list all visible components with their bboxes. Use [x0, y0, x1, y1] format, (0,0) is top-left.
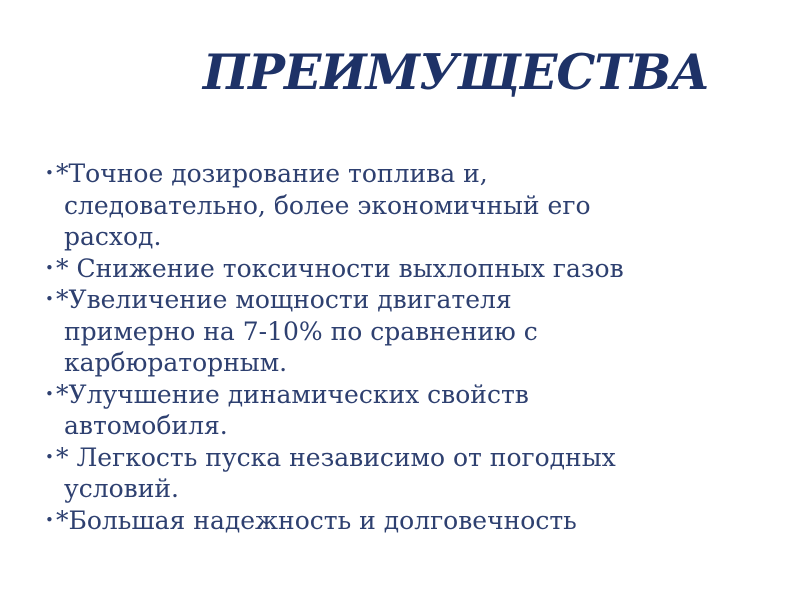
bullet-list [45, 158, 685, 536]
bullet-line: примерно на 7-10% по сравнению с [64, 316, 538, 346]
bullet-line: *Улучшение динамических свойств [56, 379, 529, 409]
bullet-marker: • [45, 290, 54, 308]
bullet-line: *Увеличение мощности двигателя [56, 285, 512, 314]
bullet-marker: • [45, 164, 54, 182]
bullet-item [45, 379, 685, 442]
bullet-line: карбюраторным. [64, 348, 288, 377]
bullet-marker: • [45, 258, 54, 277]
bullet-item [45, 284, 685, 379]
bullet-lines [56, 284, 685, 379]
slide-title: ПРЕИМУЩЕСТВА [202, 43, 710, 101]
bullet-line: условий. [64, 474, 179, 503]
bullet-line: *Большая надежность и долговечность [56, 505, 577, 535]
bullet-line: расход. [64, 222, 162, 251]
bullet-marker: • [45, 510, 54, 529]
bullet-lines [56, 442, 685, 505]
bullet-line: *Точное дозирование топлива и, [56, 159, 488, 188]
bullet-line: * Легкость пуска независимо от погодных [56, 442, 616, 472]
bullet-lines [56, 158, 685, 253]
bullet-item [45, 442, 685, 505]
bullet-item [45, 158, 685, 253]
bullet-lines [56, 505, 685, 537]
bullet-lines [56, 253, 685, 285]
bullet-marker: • [45, 384, 54, 403]
bullet-line: следовательно, более экономичный его [64, 190, 591, 220]
bullet-lines [56, 379, 685, 442]
bullet-line: * Снижение токсичности выхлопных газов [56, 253, 624, 283]
bullet-item [45, 505, 685, 537]
bullet-item [45, 253, 685, 285]
bullet-marker: • [45, 447, 54, 466]
bullet-line: автомобиля. [64, 411, 228, 440]
